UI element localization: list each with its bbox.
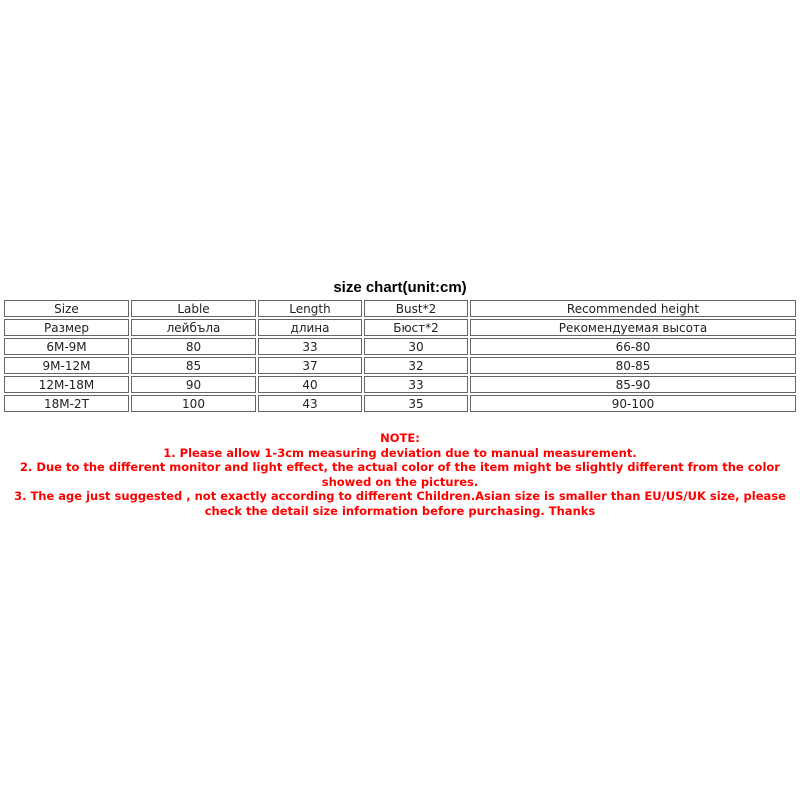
header-cell: Length bbox=[258, 300, 362, 317]
header-cell: Size bbox=[4, 300, 129, 317]
table-cell: 6M-9M bbox=[4, 338, 129, 355]
table-row bbox=[4, 338, 796, 355]
table-cell: 33 bbox=[364, 376, 468, 393]
table-cell: 12M-18M bbox=[4, 376, 129, 393]
header-cell: лейбъла bbox=[131, 319, 256, 336]
header-cell: длина bbox=[258, 319, 362, 336]
header-cell: Размер bbox=[4, 319, 129, 336]
header-cell: Рекомендуемая высота bbox=[470, 319, 796, 336]
table-cell: 100 bbox=[131, 395, 256, 412]
header-cell: Lable bbox=[131, 300, 256, 317]
notes-heading: NOTE: bbox=[380, 431, 420, 445]
table-cell: 35 bbox=[364, 395, 468, 412]
table-cell: 90-100 bbox=[470, 395, 796, 412]
table-cell: 80-85 bbox=[470, 357, 796, 374]
note-item: 3. The age just suggested , not exactly according to different Children.Asian size is smaller than EU/US/UK size, please check the detail size information before purchasing. Thanks bbox=[14, 489, 786, 518]
header-row-english bbox=[4, 300, 796, 317]
table-cell: 33 bbox=[258, 338, 362, 355]
table-cell: 85-90 bbox=[470, 376, 796, 393]
table-cell: 9M-12M bbox=[4, 357, 129, 374]
table-row bbox=[4, 376, 796, 393]
header-row-russian bbox=[4, 319, 796, 336]
table-cell: 37 bbox=[258, 357, 362, 374]
table-cell: 30 bbox=[364, 338, 468, 355]
size-chart-table bbox=[2, 298, 798, 414]
header-cell: Bust*2 bbox=[364, 300, 468, 317]
table-row bbox=[4, 395, 796, 412]
table-cell: 66-80 bbox=[470, 338, 796, 355]
table-row bbox=[4, 357, 796, 374]
note-item: 1. Please allow 1-3cm measuring deviation due to manual measurement. bbox=[163, 445, 637, 460]
table-cell: 40 bbox=[258, 376, 362, 393]
notes-section bbox=[0, 431, 800, 518]
table-cell: 85 bbox=[131, 357, 256, 374]
header-cell: Бюст*2 bbox=[364, 319, 468, 336]
table-cell: 43 bbox=[258, 395, 362, 412]
table-cell: 80 bbox=[131, 338, 256, 355]
table-cell: 18M-2T bbox=[4, 395, 129, 412]
page-title: size chart(unit:cm) bbox=[333, 279, 467, 296]
table-cell: 90 bbox=[131, 376, 256, 393]
note-item: 2. Due to the different monitor and light effect, the actual color of the item might be slightly different from the color showed on the pictures. bbox=[20, 460, 780, 489]
table-cell: 32 bbox=[364, 357, 468, 374]
header-cell: Recommended height bbox=[470, 300, 796, 317]
